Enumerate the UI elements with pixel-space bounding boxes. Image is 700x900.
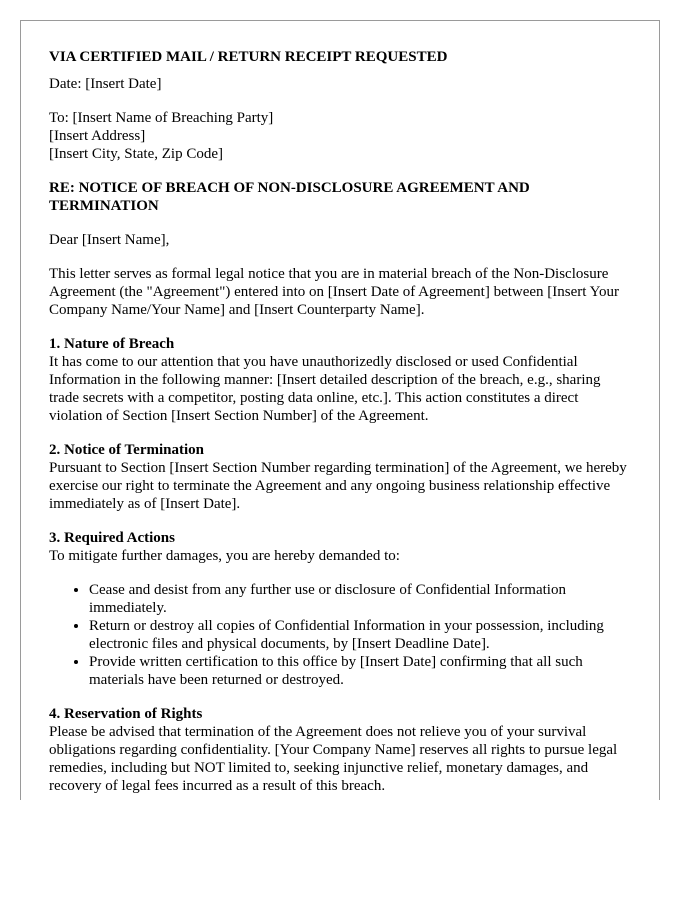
intro-paragraph: This letter serves as formal legal notice that you are in material breach of the Non-Disclosure Agreement (the "Agreement") entered into on [Insert Date of Agreement] between [Insert Your Company Name/Your Name] and [Insert Counterparty Name].	[49, 266, 619, 318]
section-body: Pursuant to Section [Insert Section Number regarding termination] of the Agreement, we hereby exercise our right to terminate the Agreement and any ongoing business relationship effective immediately as of [Insert Date].	[49, 460, 627, 512]
recipient-name: To: [Insert Name of Breaching Party]	[49, 110, 274, 126]
required-actions-list	[49, 581, 631, 689]
section-body: It has come to our attention that you have unauthorizedly disclosed or used Confidential Information in the following manner: [Insert detailed description of the breach, e.g., sharing trade secrets with a competitor, posting data online, etc.]. This action constitutes a direct violation of Section [Insert Section Number] of the Agreement.	[49, 354, 601, 424]
section-body: To mitigate further damages, you are hereby demanded to:	[49, 548, 400, 564]
section-title: 3. Required Actions	[49, 530, 175, 546]
mail-heading: VIA CERTIFIED MAIL / RETURN RECEIPT REQUESTED	[49, 49, 448, 65]
section-required-actions	[49, 529, 631, 689]
list-item: • Cease and desist from any further use or disclosure of Confidential Information immediately.	[89, 581, 631, 617]
section-title: 4. Reservation of Rights	[49, 706, 203, 722]
section-title: 1. Nature of Breach	[49, 336, 175, 352]
section-title: 2. Notice of Termination	[49, 442, 204, 458]
subject-line: RE: NOTICE OF BREACH OF NON-DISCLOSURE AGREEMENT AND TERMINATION	[49, 180, 530, 214]
salutation: Dear [Insert Name],	[49, 232, 170, 248]
date-line: Date: [Insert Date]	[49, 76, 162, 92]
section-body: Please be advised that termination of the Agreement does not relieve you of your survival obligations regarding confidentiality. [Your Company Name] reserves all rights to pursue legal remedies, including but NOT limited to, seeking injunctive relief, monetary damages, and recovery of legal fees incurred as a result of this breach.	[49, 724, 618, 794]
letter-page	[20, 20, 660, 800]
recipient-city-line: [Insert City, State, Zip Code]	[49, 146, 223, 162]
list-item: • Return or destroy all copies of Confidential Information in your possession, including electronic files and physical documents, by [Insert Deadline Date].	[89, 617, 631, 653]
recipient-address-line: [Insert Address]	[49, 128, 146, 144]
list-item: • Provide written certification to this office by [Insert Date] confirming that all such materials have been returned or destroyed.	[89, 653, 631, 689]
section-reservation-of-rights	[49, 705, 631, 795]
section-nature-of-breach	[49, 335, 631, 425]
section-notice-of-termination	[49, 441, 631, 513]
recipient-address	[49, 109, 631, 163]
